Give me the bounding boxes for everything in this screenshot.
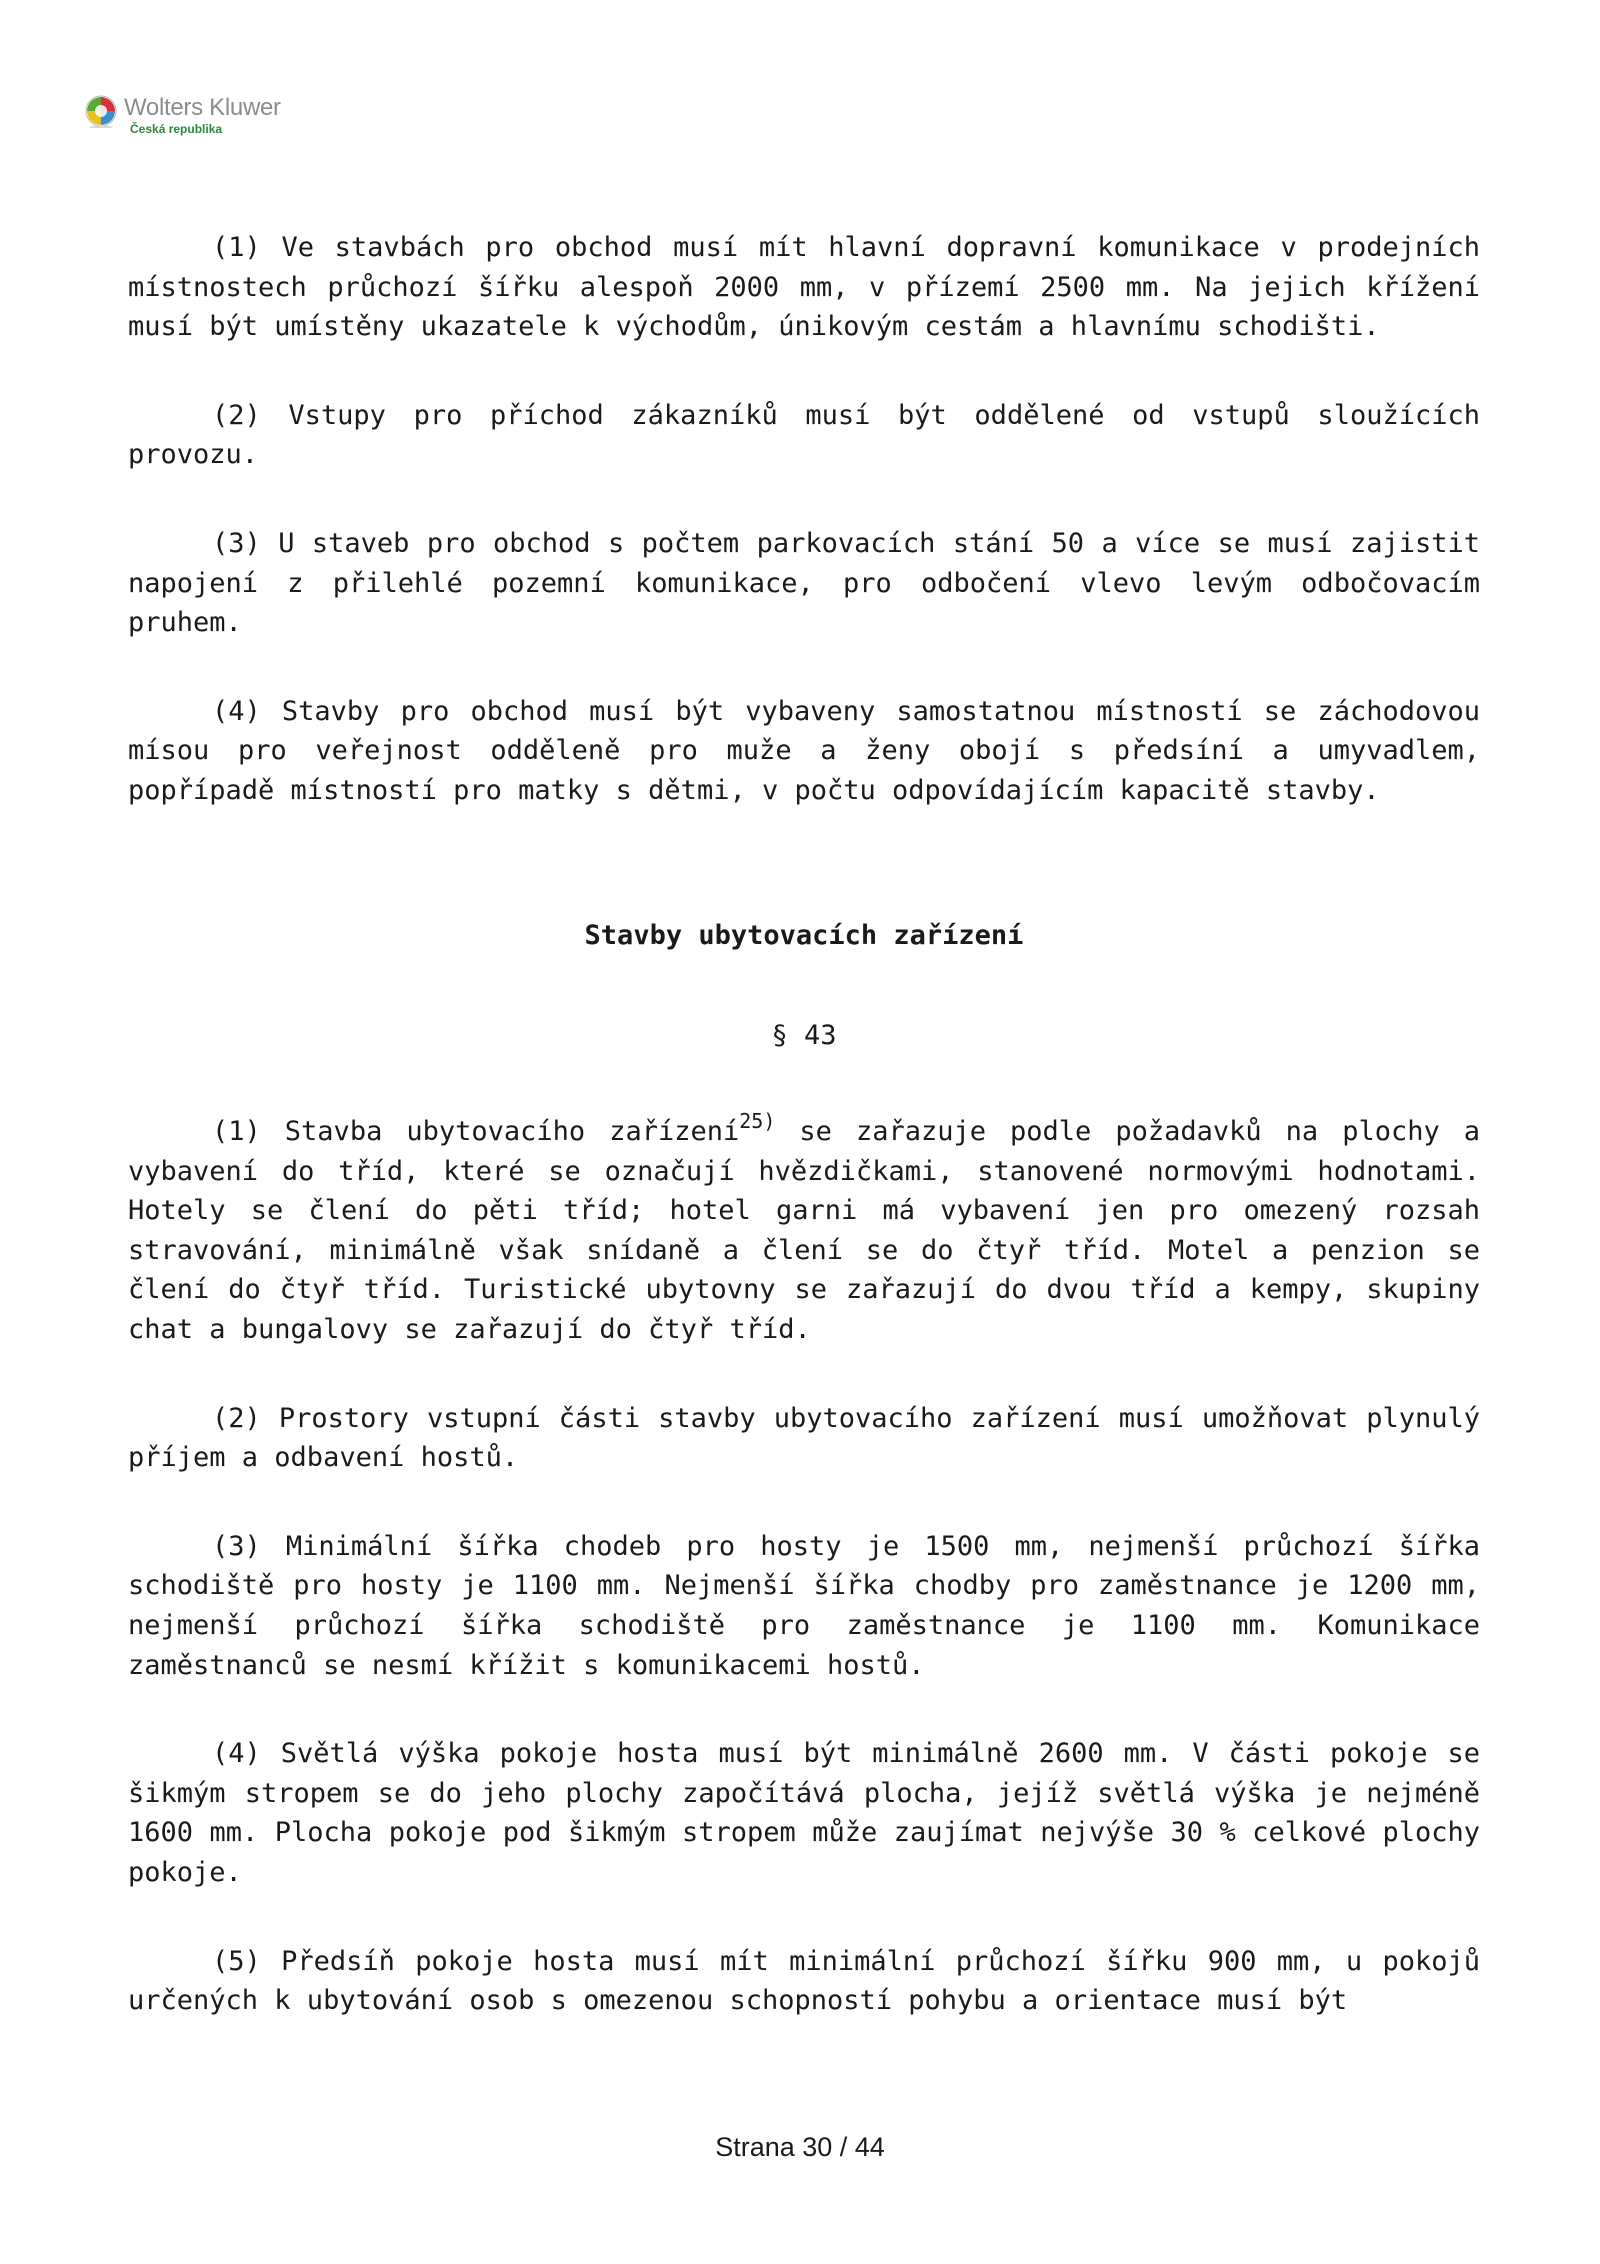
footnote-reference[interactable]: 25) bbox=[739, 1109, 776, 1133]
logo-company-name: Wolters Kluwer bbox=[124, 94, 281, 121]
paragraph-43-1-rest: se zařazuje podle požadavků na plochy a vybavení do tříd, které se označují hvězdičkami, stanovené normovými hodnotami. Hotely se člení do pěti tříd; hotel garni má vybavení jen pro omezený rozsah stravování, minimálně však snídaně a člení se do čtyř tříd. Motel a penzion se člení do čtyř tříd. Turistické ubytovny se zařazují do dvou tříd a kempy, skupiny chat a bungalovy se zařazují do čtyř tříd. bbox=[128, 1116, 1481, 1345]
paragraph-3: (3) U staveb pro obchod s počtem parkovacích stání 50 a více se musí zajistit napojení z přilehlé pozemní komunikace, pro odbočení vlevo levým odbočovacím pruhem. bbox=[128, 527, 1480, 639]
globe-logo-icon bbox=[84, 94, 118, 128]
paragraph-43-4: (4) Světlá výška pokoje hosta musí být minimálně 2600 mm. V části pokoje se šikmým stropem se do jeho plochy započítává plocha, jejíž světlá výška je nejméně 1600 mm. Plocha pokoje pod šikmým stropem může zaujímat nejvýše 30 % celkové plochy pokoje. bbox=[128, 1738, 1480, 1888]
section-number: § 43 bbox=[771, 1020, 837, 1051]
paragraph-43-1 bbox=[128, 1109, 1481, 1350]
paragraph-2: (2) Vstupy pro příchod zákazníků musí být oddělené od vstupů sloužících provozu. bbox=[128, 399, 1480, 471]
paragraph-43-1-start: (1) Stavba ubytovacího zařízení bbox=[212, 1116, 740, 1147]
paragraph-4: (4) Stavby pro obchod musí být vybaveny samostatnou místností se záchodovou mísou pro veřejnost odděleně pro muže a ženy obojí s předsíní a umyvadlem, popřípadě místností pro matky s dětmi, v počtu odpovídajícím kapacitě stavby. bbox=[128, 695, 1480, 806]
paragraph-43-2: (2) Prostory vstupní části stavby ubytovacího zařízení musí umožňovat plynulý příjem a odbavení hostů. bbox=[128, 1402, 1480, 1474]
logo-country-subtitle: Česká republika bbox=[130, 122, 223, 136]
paragraph-1: (1) Ve stavbách pro obchod musí mít hlavní dopravní komunikace v prodejních místnostech průchozí šířku alespoň 2000 mm, v přízemí 2500 mm. Na jejich křížení musí být umístěny ukazatele k východům, únikovým cestám a hlavnímu schodišti. bbox=[128, 232, 1480, 343]
section-43-body bbox=[128, 1109, 1481, 2021]
section-42-body bbox=[128, 228, 1480, 811]
page-number-footer: Strana 30 / 44 bbox=[715, 2132, 885, 2162]
section-heading: Stavby ubytovacích zařízení bbox=[584, 920, 1024, 951]
publisher-logo bbox=[84, 92, 304, 144]
paragraph-43-5: (5) Předsíň pokoje hosta musí mít minimální průchozí šířku 900 mm, u pokojů určených k ubytování osob s omezenou schopností pohybu a orientace musí být bbox=[128, 1945, 1480, 2017]
paragraph-43-3: (3) Minimální šířka chodeb pro hosty je 1500 mm, nejmenší průchozí šířka schodiště pro hosty je 1100 mm. Nejmenší šířka chodby pro zaměstnance je 1200 mm, nejmenší průchozí šířka schodiště pro zaměstnance je 1100 mm. Komunikace zaměstnanců se nesmí křížit s komunikacemi hostů. bbox=[128, 1530, 1480, 1681]
